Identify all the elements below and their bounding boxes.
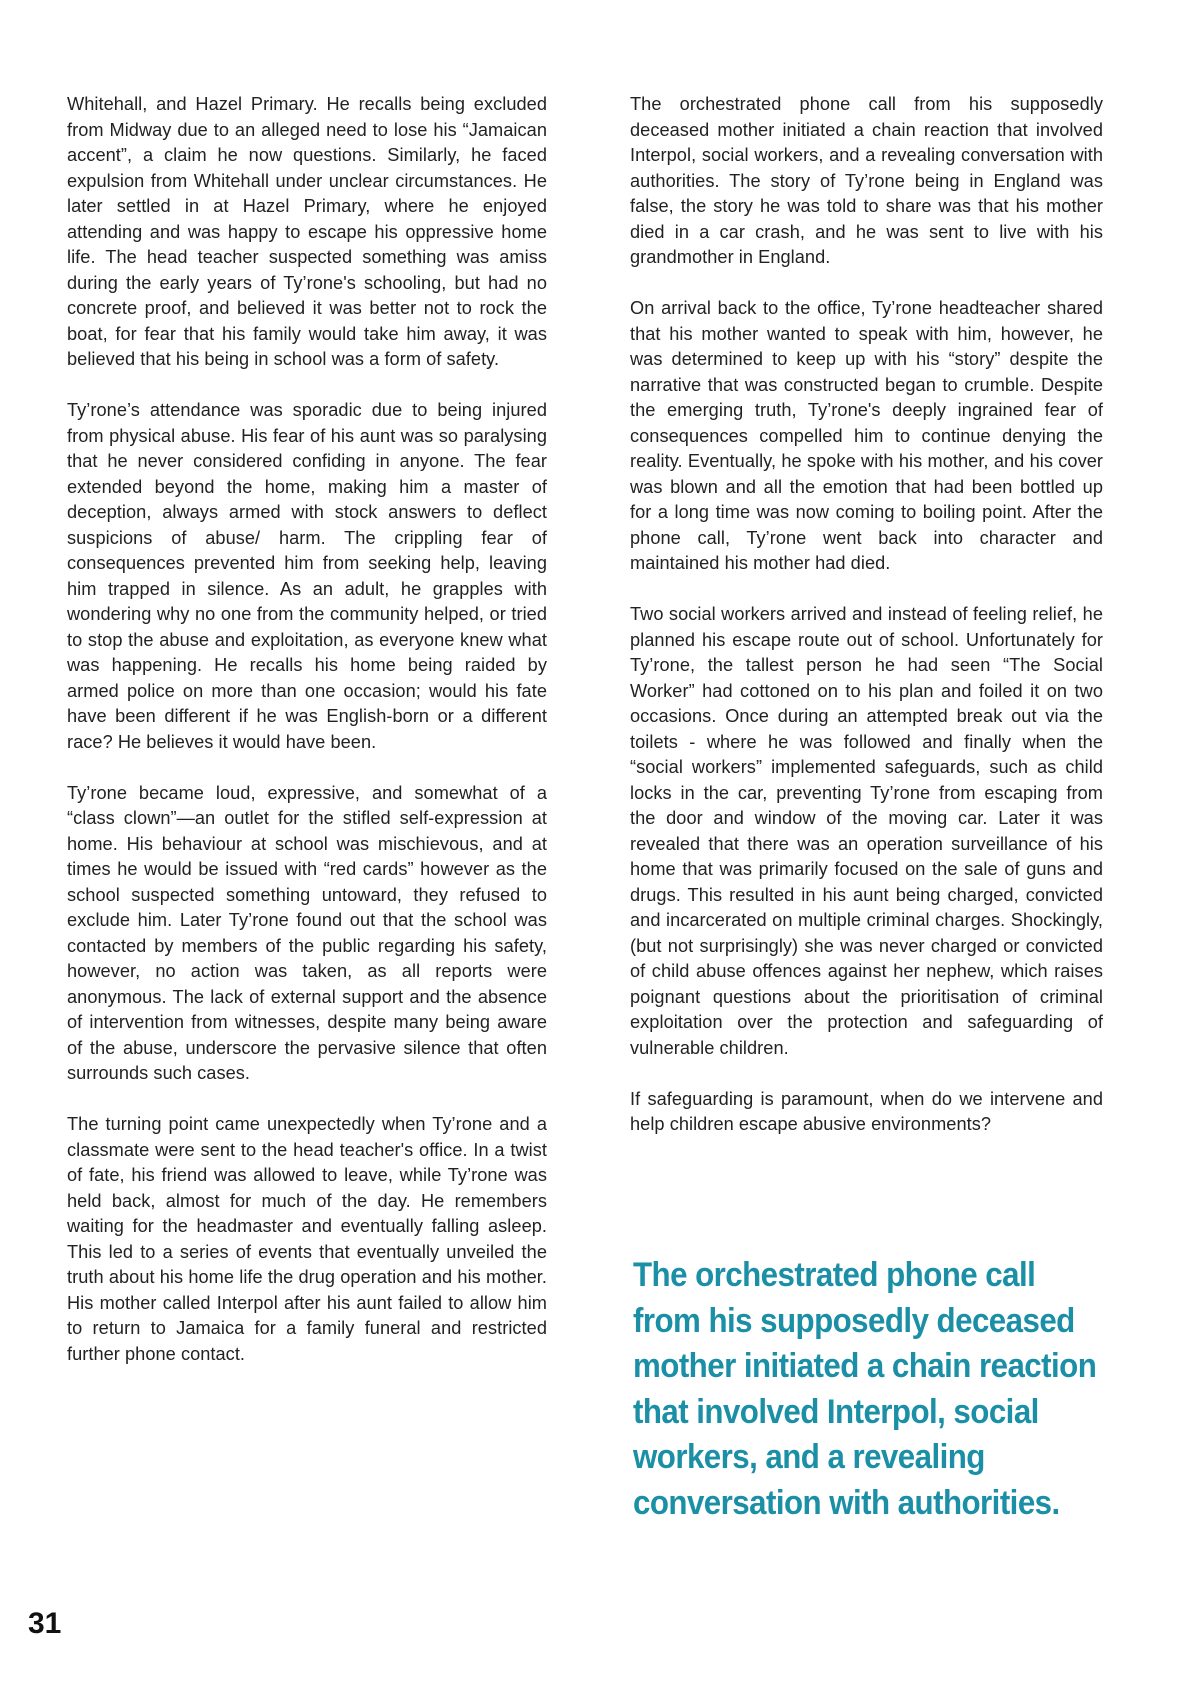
page-number: 31: [28, 1607, 62, 1640]
paragraph: On arrival back to the office, Ty’rone headteacher shared that his mother wanted to speak with him, however, he was determined to keep up with his “story” despite the narrative that was constructed began to crumble. Despite the emerging truth, Ty’rone's deeply ingrained fear of consequences compelled him to continue denying the reality. Eventually, he spoke with his mother, and his cover was blown and all the emotion that had been bottled up for a long time was now coming to boiling point. After the phone call, Ty’rone went back into character and maintained his mother had died.: [630, 298, 1103, 573]
right-text-column: [630, 92, 1103, 1138]
paragraph: Ty’rone’s attendance was sporadic due to being injured from physical abuse. His fear of his aunt was so paralysing that he never considered confiding in anyone. The fear extended beyond the home, making him a master of deception, always armed with stock answers to deflect suspicions of abuse/ harm. The crippling fear of consequences prevented him from seeking help, leaving him trapped in silence. As an adult, he grapples with wondering why no one from the community helped, or tried to stop the abuse and exploitation, as everyone knew what was happening. He recalls his home being raided by armed police on more than one occasion; would his fate have been different if he was English-born or a different race? He believes it would have been.: [67, 400, 547, 752]
paragraph: Ty’rone became loud, expressive, and somewhat of a “class clown”—an outlet for the stifled self-expression at home. His behaviour at school was mischievous, and at times he would be issued with “red cards” however as the school suspected something untoward, they refused to exclude him. Later Ty’rone found out that the school was contacted by members of the public regarding his safety, however, no action was taken, as all reports were anonymous. The lack of external support and the absence of intervention from witnesses, despite many being aware of the abuse, underscore the pervasive silence that often surrounds such cases.: [67, 782, 547, 1083]
paragraph: The orchestrated phone call from his supposedly deceased mother initiated a chain reaction that involved Interpol, social workers, and a revealing conversation with authorities. The story of Ty’rone being in England was false, the story he was told to share was that his mother died in a car crash, and he was sent to live with his grandmother in England.: [630, 94, 1103, 267]
paragraph: Two social workers arrived and instead of feeling relief, he planned his escape route out of school. Unfortunately for Ty’rone, the tallest person he had seen “The Social Worker” had cottoned on to his plan and foiled it on two occasions. Once during an attempted break out via the toilets - where he was followed and finally when the “social workers” implemented safeguards, such as child locks in the car, preventing Ty’rone from escaping from the door and window of the moving car. Later it was revealed that there was an operation surveillance of his home that was primarily focused on the sale of guns and drugs. This resulted in his aunt being charged, convicted and incarcerated on multiple criminal charges. Shockingly, (but not surprisingly) she was never charged or convicted of child abuse offences against her nephew, which raises poignant questions about the prioritisation of criminal exploitation over the protection and safeguarding of vulnerable children.: [630, 604, 1103, 1058]
pull-quote: The orchestrated phone call from his supposedly deceased mother initiated a chain reaction that involved Interpol, social workers, and a revealing conversation with authorities.: [633, 1256, 1097, 1522]
paragraph: Whitehall, and Hazel Primary. He recalls being excluded from Midway due to an alleged need to lose his “Jamaican accent”, a claim he now questions. Similarly, he faced expulsion from Whitehall under unclear circumstances. He later settled in at Hazel Primary, where he enjoyed attending and was happy to escape his oppressive home life. The head teacher suspected something was amiss during the early years of Ty’rone's schooling, but had no concrete proof, and believed it was better not to rock the boat, for fear that his family would take him away, it was believed that his being in school was a form of safety.: [67, 94, 547, 369]
paragraph: The turning point came unexpectedly when Ty’rone and a classmate were sent to the head teacher's office. In a twist of fate, his friend was allowed to leave, while Ty’rone was held back, almost for much of the day. He remembers waiting for the headmaster and eventually falling asleep. This led to a series of events that eventually unveiled the truth about his home life the drug operation and his mother. His mother called Interpol after his aunt failed to allow him to return to Jamaica for a family funeral and restricted further phone contact.: [67, 1114, 547, 1364]
left-text-column: [67, 92, 547, 1367]
paragraph: If safeguarding is paramount, when do we intervene and help children escape abusive environments?: [630, 1088, 1103, 1134]
